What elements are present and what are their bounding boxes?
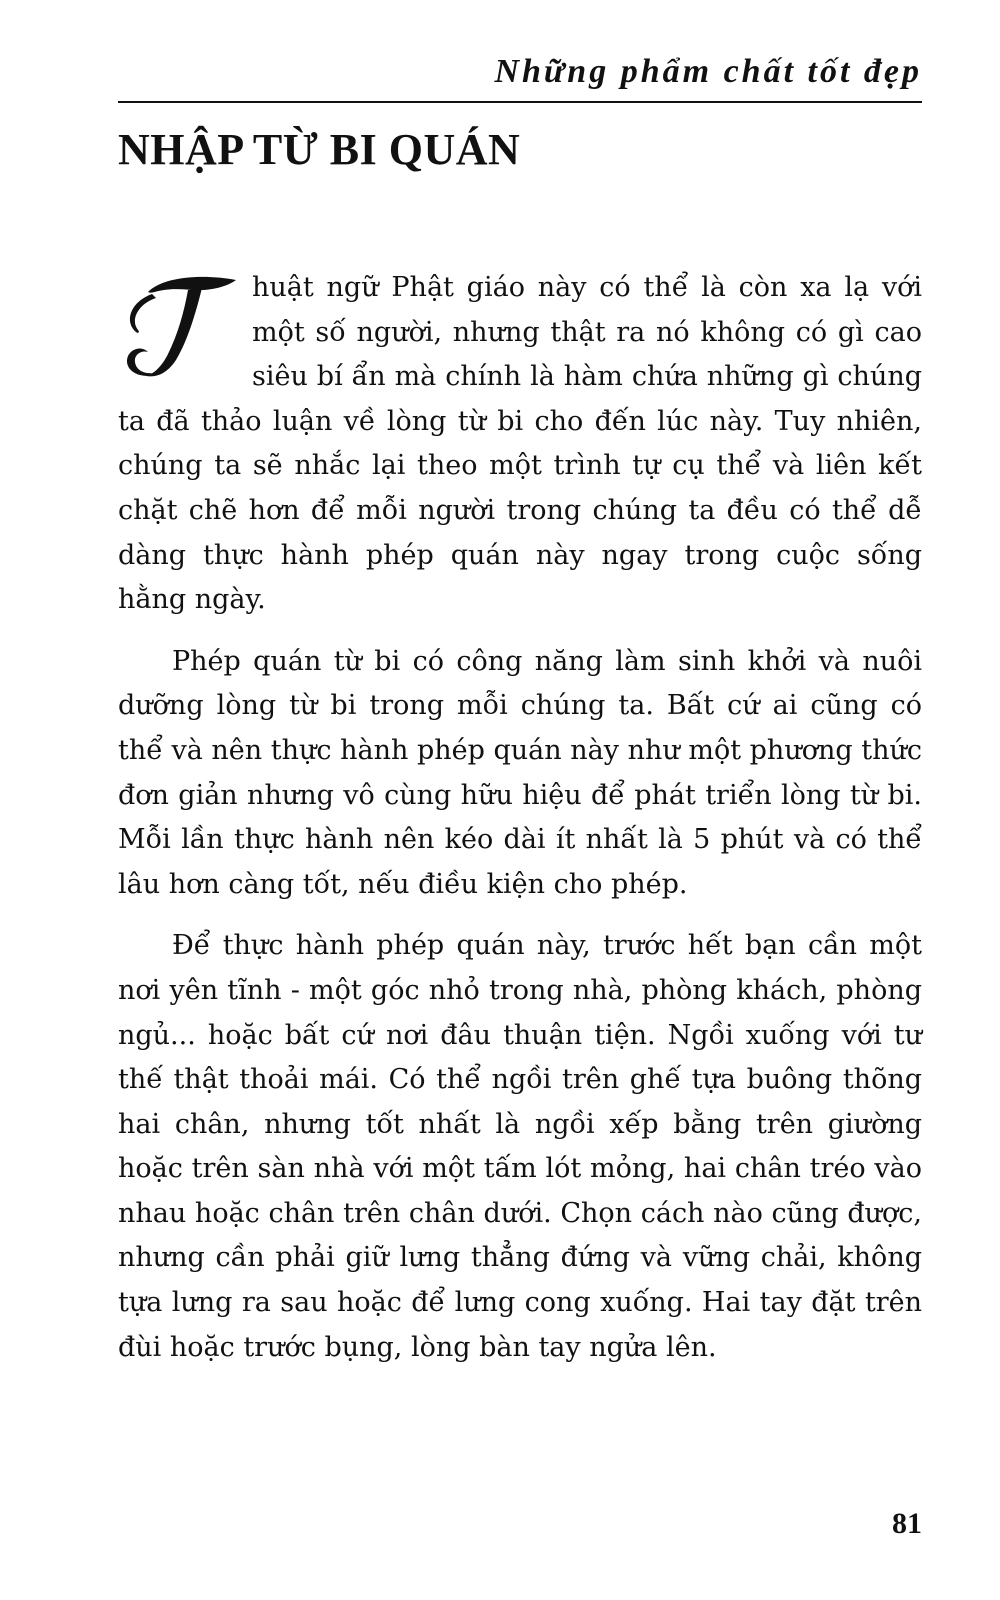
- header-rule: [118, 101, 922, 103]
- chapter-title: NHẬP TỪ BI QUÁN: [118, 125, 521, 174]
- drop-cap-t: [118, 272, 238, 384]
- drop-cap-letter: [118, 272, 119, 273]
- paragraph-2: Phép quán từ bi có công năng làm sinh khởi và nuôi dưỡng lòng từ bi trong mỗi chúng ta. Bất cứ ai cũng có thể và nên thực hành phép quán này như một phương thức đơn giản nhưng vô cùng hữu hiệu để phát triển lòng từ bi. Mỗi lần thực hành nên kéo dài ít nhất là 5 phút và có thể lâu hơn càng tốt, nếu điều kiện cho phép.: [118, 645, 922, 900]
- page-number: 81: [892, 1507, 922, 1540]
- paragraph-1-text: huật ngữ Phật giáo này có thể là còn xa lạ với một số người, nhưng thật ra nó không có gì cao siêu bí ẩn mà chính là hàm chứa những gì chúng ta đã thảo luận về lòng từ bi cho đến lúc này. Tuy nhiên, chúng ta sẽ nhắc lại theo một trình tự cụ thể và liên kết chặt chẽ hơn để mỗi người trong chúng ta đều có thể dễ dàng thực hành phép quán này ngay trong cuộc sống hằng ngày.: [118, 272, 922, 616]
- drop-cap-t-glyph: [118, 272, 238, 384]
- body-text: [118, 266, 922, 1370]
- paragraph-1: [118, 266, 922, 623]
- running-header: Những phẩm chất tốt đẹp: [494, 53, 922, 90]
- paragraph-3: Để thực hành phép quán này, trước hết bạn cần một nơi yên tĩnh - một góc nhỏ trong nhà, phòng khách, phòng ngủ... hoặc bất cứ nơi đâu thuận tiện. Ngồi xuống với tư thế thật thoải mái. Có thể ngồi trên ghế tựa buông thõng hai chân, nhưng tốt nhất là ngồi xếp bằng trên giường hoặc trên sàn nhà với một tấm lót mỏng, hai chân tréo vào nhau hoặc chân trên chân dưới. Chọn cách nào cũng được, nhưng cần phải giữ lưng thẳng đứng và vững chải, không tựa lưng ra sau hoặc để lưng cong xuống. Hai tay đặt trên đùi hoặc trước bụng, lòng bàn tay ngửa lên.: [118, 930, 922, 1363]
